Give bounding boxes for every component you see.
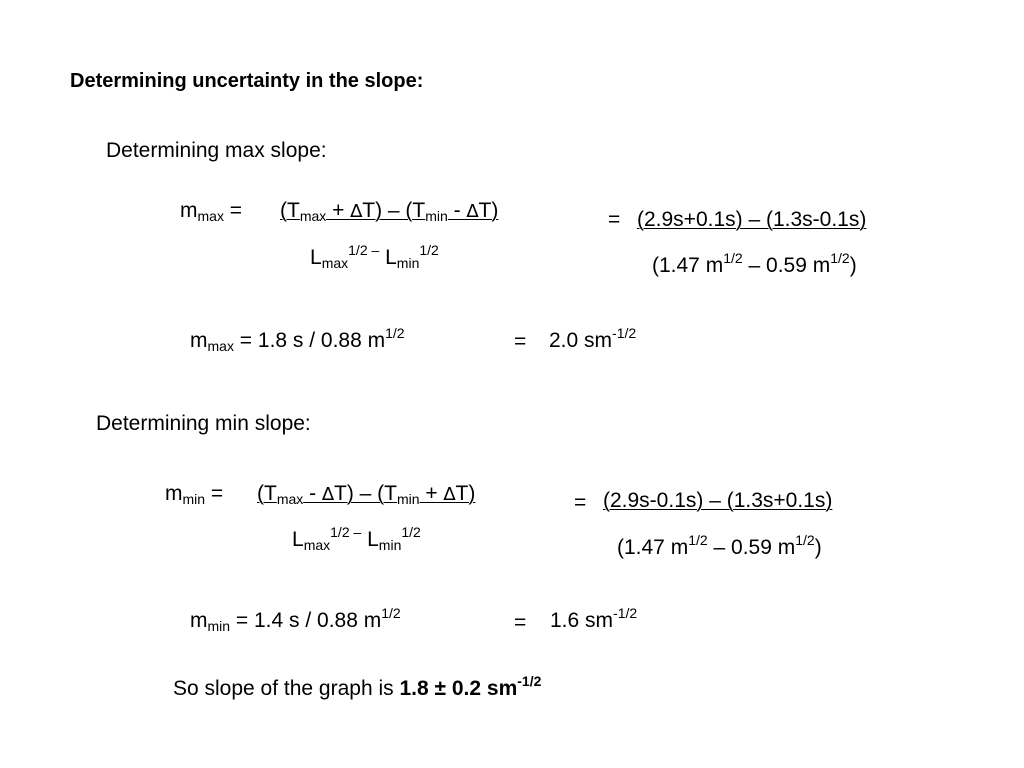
conclusion (173, 673, 542, 700)
max-sub-den-sup2: 1/2 (830, 250, 850, 266)
max-result-value (549, 325, 637, 352)
conclusion-value-sup: -1/2 (517, 673, 542, 689)
conclusion-value: 1.8 ± 0.2 sm (399, 677, 518, 700)
min-num-tmin-sub: min (397, 491, 420, 507)
min-formula-lhs (165, 482, 224, 507)
min-result-m: m (190, 609, 208, 632)
min-substitution-eq: = (574, 491, 587, 514)
min-den-l1-sup: 1/2 – (330, 524, 362, 540)
max-den-l2: L (379, 246, 397, 269)
max-num-t2: T) (478, 199, 499, 222)
min-num-t2: T) (455, 482, 476, 505)
max-result-value-text: 2.0 sm (549, 329, 613, 352)
min-sub-den-sup2: 1/2 (795, 532, 815, 548)
max-num-tmax-sub: max (299, 208, 327, 224)
min-num-open: (T (257, 482, 277, 505)
max-formula-denominator (310, 242, 439, 271)
max-formula-lhs (180, 199, 243, 224)
min-num-delta1: ∆ (321, 484, 334, 505)
max-num-t1: T) – (T (362, 199, 426, 222)
min-den-l1: L (292, 528, 304, 551)
min-den-l2: L (361, 528, 379, 551)
max-num-op2: - (447, 199, 467, 222)
max-num-open: (T (280, 199, 300, 222)
max-result-expression (190, 325, 405, 354)
min-lhs-eq: = (205, 482, 224, 505)
max-result-sub: max (207, 338, 234, 354)
max-num-delta1: ∆ (350, 201, 363, 222)
min-den-l2-sup: 1/2 (401, 524, 421, 540)
min-num-delta2: ∆ (443, 484, 456, 505)
max-result-value-sup: -1/2 (612, 325, 637, 341)
min-num-op1: - (303, 482, 322, 505)
min-lhs-m: m (165, 482, 183, 505)
conclusion-value-group (399, 673, 542, 700)
max-lhs-sub: max (197, 208, 224, 224)
max-result-eq: = (514, 330, 527, 353)
min-result-expression (190, 605, 401, 634)
max-den-l2-sub: min (396, 255, 420, 271)
max-num-op1: + (326, 199, 351, 222)
min-result-eq: = (514, 611, 527, 634)
min-sub-den-mid: – 0.59 m (707, 536, 796, 559)
max-den-l1-sup: 1/2 – (348, 242, 380, 258)
max-substitution-eq: = (608, 208, 621, 231)
min-formula-numerator (257, 482, 476, 507)
max-num-delta2: ∆ (466, 201, 479, 222)
max-den-l2-sup: 1/2 (419, 242, 439, 258)
min-substitution-denominator (617, 532, 822, 559)
max-den-l1-sub: max (321, 255, 349, 271)
min-formula-denominator (292, 524, 421, 553)
min-slope-heading: Determining min slope: (96, 412, 311, 435)
max-den-l1: L (310, 246, 322, 269)
min-result-expr: = 1.4 s / 0.88 m (230, 609, 382, 632)
max-formula-numerator (280, 199, 499, 224)
max-sub-den-sup1: 1/2 (723, 250, 743, 266)
max-result-expr-sup: 1/2 (385, 325, 405, 341)
min-result-value (550, 605, 638, 632)
max-lhs-eq: = (223, 199, 243, 222)
max-sub-den-open: (1.47 m (652, 254, 724, 277)
min-num-op2: + (419, 482, 444, 505)
min-substitution-numerator: (2.9s-0.1s) – (1.3s+0.1s) (603, 489, 833, 512)
max-num-tmin-sub: min (425, 208, 448, 224)
max-sub-den-mid: – 0.59 m (742, 254, 831, 277)
min-den-l1-sub: max (303, 537, 331, 553)
max-lhs-m: m (180, 199, 198, 222)
min-sub-den-open: (1.47 m (617, 536, 689, 559)
max-result-m: m (190, 329, 208, 352)
min-result-expr-sup: 1/2 (381, 605, 401, 621)
max-result-expr: = 1.8 s / 0.88 m (233, 329, 386, 352)
max-slope-heading: Determining max slope: (106, 139, 327, 162)
min-den-l2-sub: min (378, 537, 402, 553)
min-num-tmax-sub: max (276, 491, 304, 507)
min-lhs-sub: min (182, 491, 206, 507)
min-result-sub: min (207, 618, 231, 634)
min-num-t1: T) – (T (334, 482, 397, 505)
max-substitution-numerator: (2.9s+0.1s) – (1.3s-0.1s) (637, 208, 867, 231)
max-sub-den-close: ) (849, 254, 857, 277)
conclusion-text: So slope of the graph is (173, 677, 400, 700)
page-title: Determining uncertainty in the slope: (70, 70, 424, 92)
max-substitution-denominator (652, 250, 857, 277)
min-sub-den-close: ) (814, 536, 822, 559)
min-result-value-sup: -1/2 (613, 605, 638, 621)
min-result-value-text: 1.6 sm (550, 609, 614, 632)
min-sub-den-sup1: 1/2 (688, 532, 708, 548)
